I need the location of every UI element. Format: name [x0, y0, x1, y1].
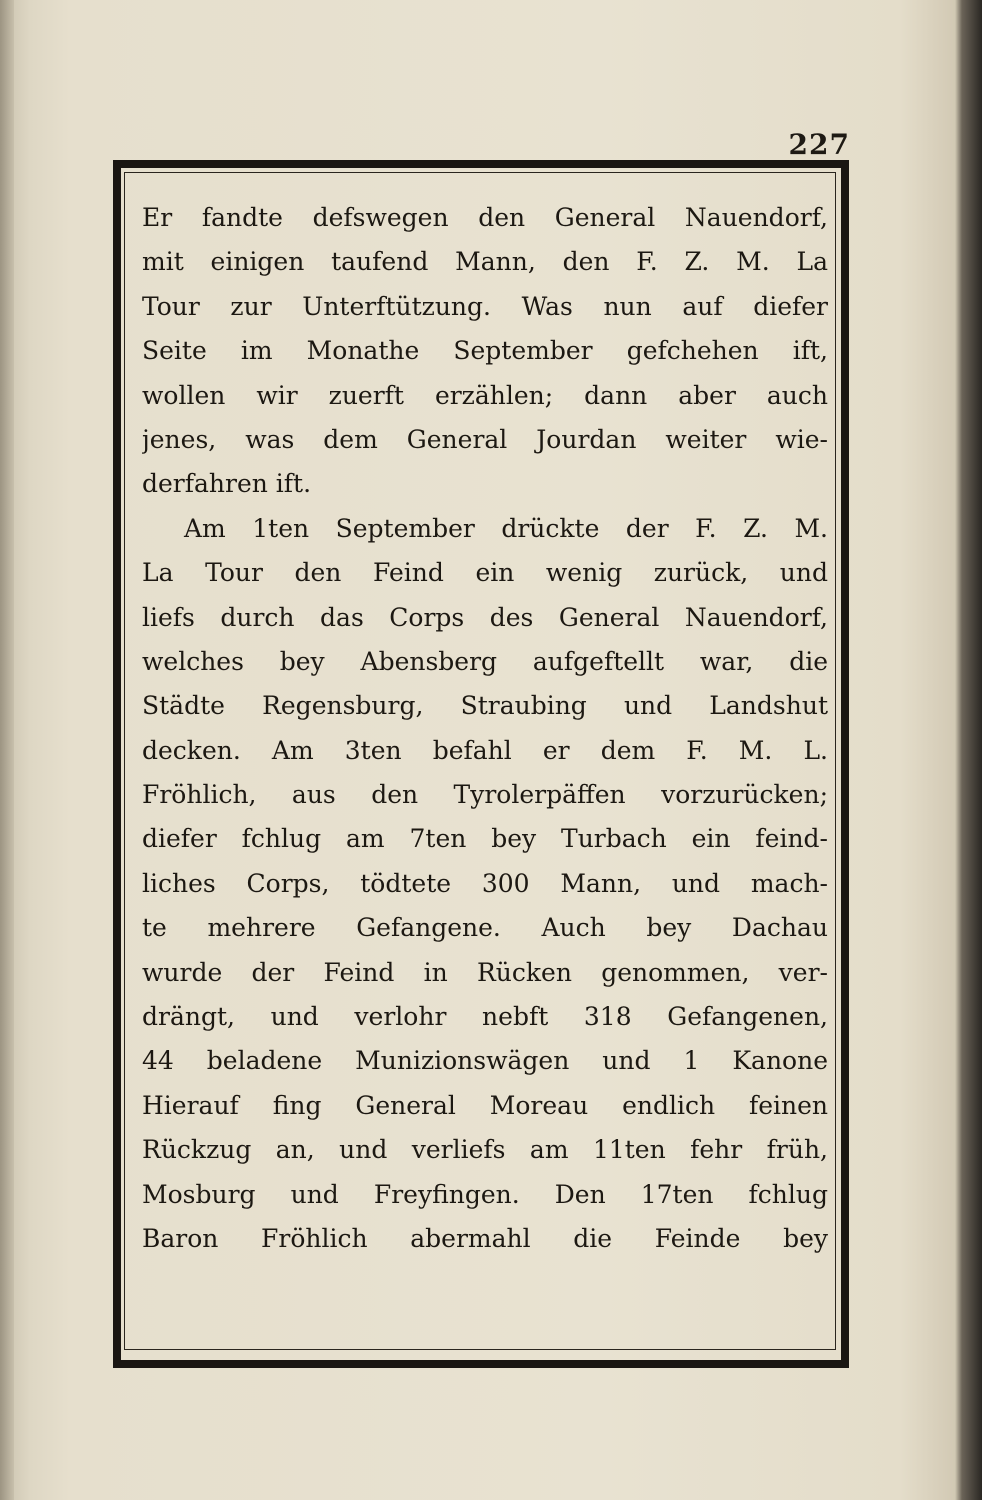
text-line: te mehrere Gefangene. Auch bey Dachau — [142, 913, 828, 943]
text-line: drängt, und verlohr nebft 318 Gefangenen, — [142, 1002, 828, 1032]
text-line: wurde der Feind in Rücken genommen, ver- — [142, 957, 828, 987]
text-line: Baron Fröhlich abermahl die Feinde bey — [142, 1223, 828, 1253]
text-line: liches Corps, tödtete 300 Mann, und mach- — [142, 868, 828, 898]
text-line: Rückzug an, und verliefs am 11ten fehr früh, — [142, 1135, 828, 1165]
text-line: 44 beladene Munizionswägen und 1 Kanone — [142, 1046, 828, 1076]
text-line: derfahren ift. — [142, 469, 312, 499]
text-line: Am 1ten September drückte der F. Z. M. — [184, 513, 828, 543]
text-line: decken. Am 3ten befahl er dem F. M. L. — [142, 735, 828, 765]
text-line: Fröhlich, aus den Tyrolerpäffen vorzurücken; — [142, 780, 828, 810]
text-line: liefs durch das Corps des General Nauendorf, — [142, 602, 828, 632]
text-line: jenes, was dem General Jourdan weiter wie- — [142, 424, 828, 454]
book-gutter — [0, 0, 14, 1500]
text-line: Er fandte defswegen den General Nauendorf, — [142, 203, 828, 232]
text-line: diefer fchlug am 7ten bey Turbach ein feind- — [142, 824, 828, 854]
text-line: Tour zur Unterftützung. Was nun auf diefer — [142, 291, 828, 321]
text-line: La Tour den Feind ein wenig zurück, und — [142, 558, 828, 588]
text-line: Hierauf fing General Moreau endlich feinen — [142, 1090, 828, 1120]
body-text — [142, 196, 828, 1346]
text-line: mit einigen taufend Mann, den F. Z. M. La — [142, 247, 828, 277]
text-line: welches bey Abensberg aufgeftellt war, die — [142, 646, 828, 676]
text-line: wollen wir zuerft erzählen; dann aber auch — [142, 380, 828, 410]
page-number: 227 — [788, 128, 850, 161]
text-line: Mosburg und Freyfingen. Den 17ten fchlug — [142, 1179, 828, 1209]
text-line: Städte Regensburg, Straubing und Landshut — [142, 691, 828, 721]
text-line: Seite im Monathe September gefchehen ift, — [142, 336, 828, 366]
